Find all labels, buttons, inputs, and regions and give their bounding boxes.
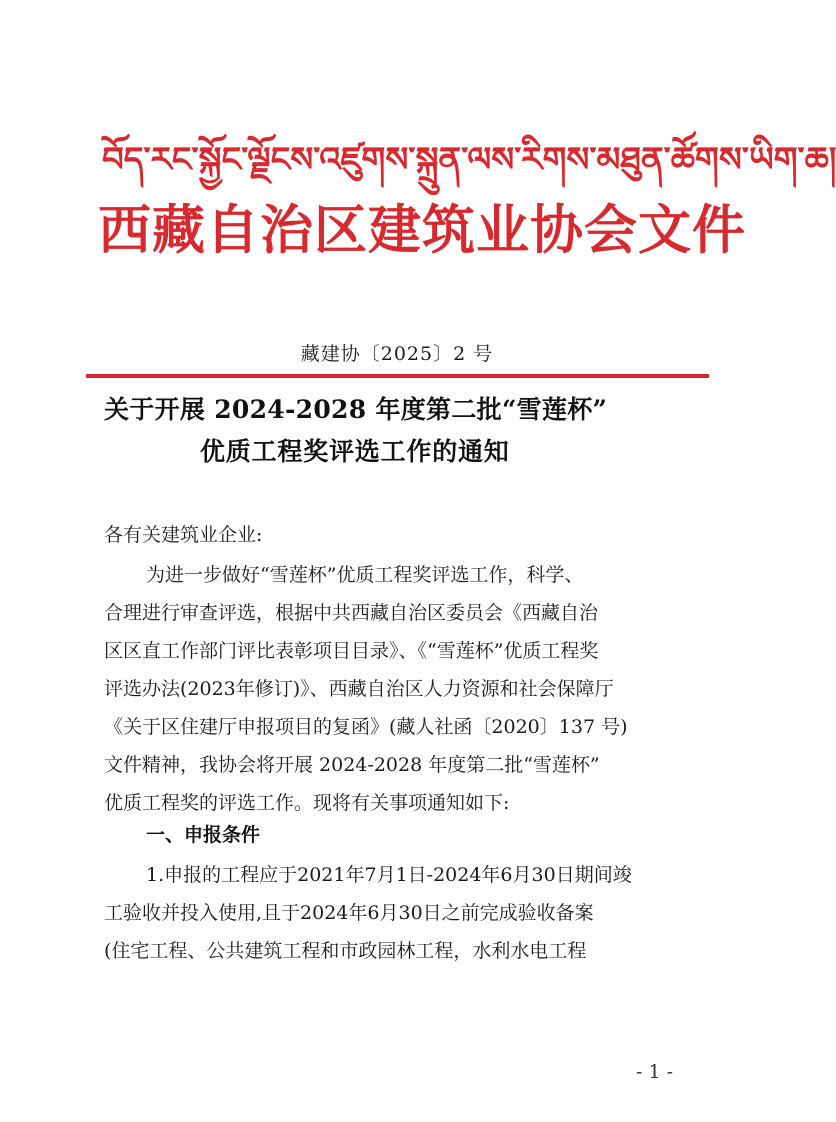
salutation: 各有关建筑业企业: xyxy=(104,524,263,546)
item-line: 工验收并投入使用,且于2024年6月30日之前完成验收备案 xyxy=(104,902,594,924)
paragraph-line: 文件精神，我协会将开展 2024-2028 年度第二批“雪莲杯” xyxy=(104,754,600,776)
notice-title-line-2: 优质工程奖评选工作的通知 xyxy=(200,437,510,466)
paragraph-line: 评选办法(2023年修订)》、西藏自治区人力资源和社会保障厅 xyxy=(104,678,614,700)
paragraph-line: 区区直工作部门评比表彰项目目录》、《“雪莲杯”优质工程奖 xyxy=(104,640,599,662)
item-line: 1.申报的工程应于2021年7月1日-2024年6月30日期间竣 xyxy=(146,864,632,886)
page-number: - 1 - xyxy=(636,1061,674,1083)
paragraph-line: 合理进行审查评选，根据中共西藏自治区委员会《西藏自治 xyxy=(104,602,599,624)
red-divider xyxy=(86,374,709,378)
notice-title-line-1: 关于开展 2024-2028 年度第二批“雪莲杯” xyxy=(104,395,608,424)
section-heading: 一、申报条件 xyxy=(146,824,261,846)
document-number: 藏建协〔2025〕2 号 xyxy=(300,343,494,365)
item-line: (住宅工程、公共建筑工程和市政园林工程，水利水电工程 xyxy=(104,940,587,962)
paragraph-line: 优质工程奖的评选工作。现将有关事项通知如下: xyxy=(104,792,510,814)
paragraph-line: 为进一步做好“雪莲杯”优质工程奖评选工作，科学、 xyxy=(146,564,584,586)
paragraph-line: 《关于区住建厅申报项目的复函》(藏人社函〔2020〕137 号) xyxy=(104,716,628,738)
tibetan-org-name: བོད་རང་སྐྱོང་ལྗོངས་འཛུགས་སྐྲུན་ལས་རིགས་མཐུན་ཚོགས་ཡིག་ཆ། xyxy=(102,140,836,180)
org-title: 西藏自治区建筑业协会文件 xyxy=(98,199,746,261)
